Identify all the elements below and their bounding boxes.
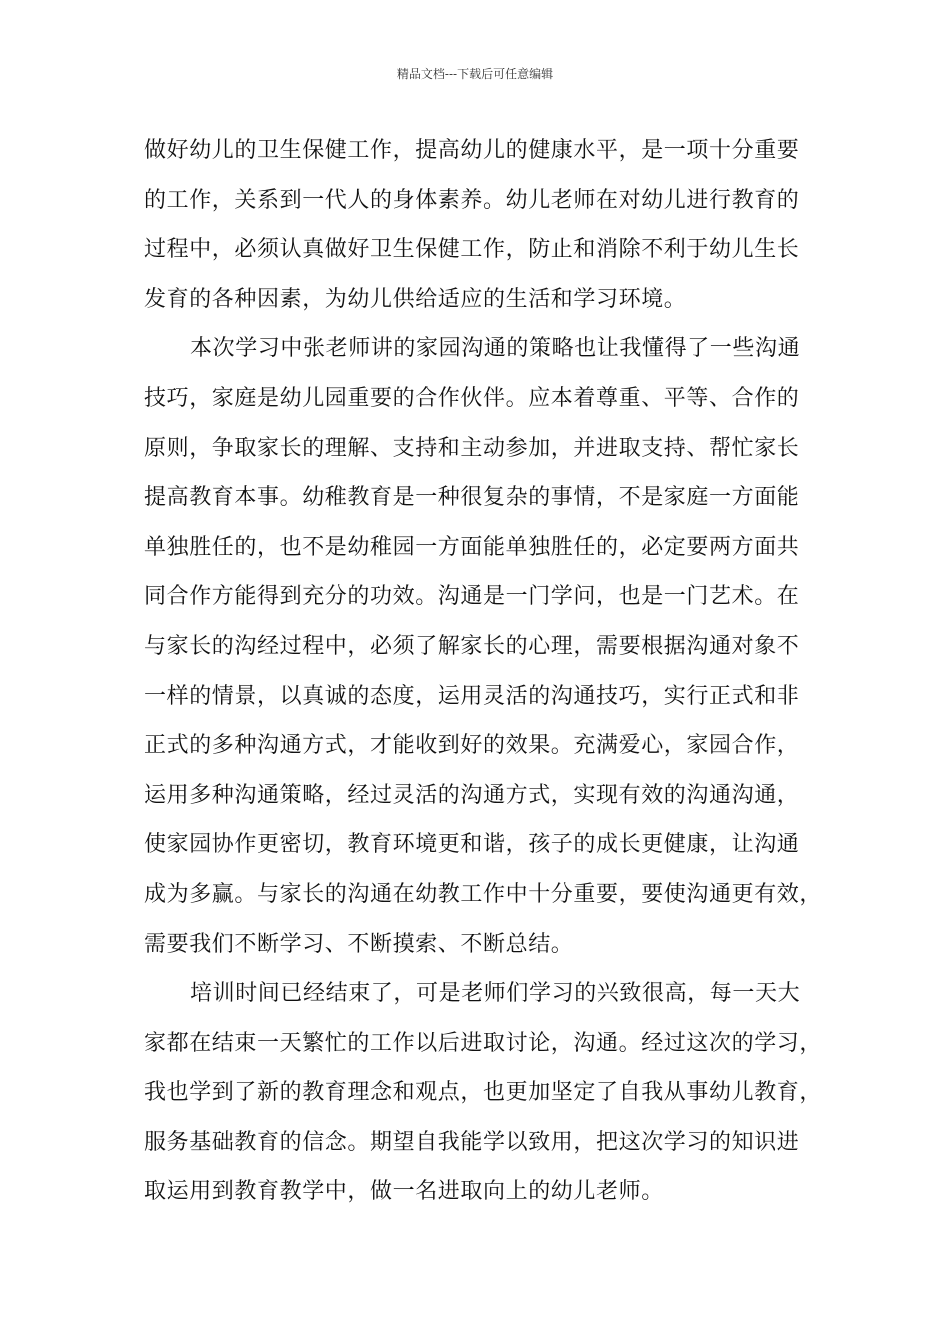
text-line: 与家长的沟经过程中，必须了解家长的心理，需要根据沟通对象不: [144, 633, 800, 659]
paragraph-1: [144, 126, 824, 324]
text-line: 服务基础教育的信念。期望自我能学以致用，把这次学习的知识进: [144, 1129, 800, 1155]
page-header: 精品文档---下载后可任意编辑: [396, 67, 554, 81]
text-line: 运用多种沟通策略，经过灵活的沟通方式，实现有效的沟通沟通，: [144, 782, 800, 808]
text-line: 发育的各种因素，为幼儿供给适应的生活和学习环境。: [144, 286, 687, 312]
paragraph-2: [144, 324, 824, 969]
text-line: 培训时间已经结束了，可是老师们学习的兴致很高，每一天大: [190, 981, 801, 1007]
text-line: 过程中，必须认真做好卫生保健工作，防止和消除不利于幼儿生长: [144, 237, 800, 263]
text-line: 的工作，关系到一代人的身体素养。幼儿老师在对幼儿进行教育的: [144, 187, 800, 213]
text-line: 本次学习中张老师讲的家园沟通的策略也让我懂得了一些沟通: [190, 336, 801, 362]
text-line: 同合作方能得到充分的功效。沟通是一门学问，也是一门艺术。在: [144, 584, 800, 610]
paragraph-3: [144, 969, 824, 1217]
text-line: 使家园协作更密切，教育环境更和谐，孩子的成长更健康，让沟通: [144, 832, 800, 858]
text-line: 取运用到教育教学中，做一名进取向上的幼儿老师。: [144, 1179, 664, 1205]
text-line: 我也学到了新的教育理念和观点，也更加坚定了自我从事幼儿教育，: [144, 1080, 823, 1106]
text-line: 正式的多种沟通方式，才能收到好的效果。充满爱心，家园合作，: [144, 733, 800, 759]
text-line: 单独胜任的，也不是幼稚园一方面能单独胜任的，必定要两方面共: [144, 534, 800, 560]
text-line: 原则，争取家长的理解、支持和主动参加，并进取支持、帮忙家长: [144, 435, 800, 461]
text-line: 提高教育本事。幼稚教育是一种很复杂的事情，不是家庭一方面能: [144, 485, 800, 511]
text-line: 需要我们不断学习、不断摸索、不断总结。: [144, 931, 574, 957]
text-line: 一样的情景，以真诚的态度，运用灵活的沟通技巧，实行正式和非: [144, 683, 800, 709]
document-body: [144, 126, 824, 1217]
text-line: 技巧，家庭是幼儿园重要的合作伙伴。应本着尊重、平等、合作的: [144, 385, 800, 411]
text-line: 家都在结束一天繁忙的工作以后进取讨论，沟通。经过这次的学习，: [144, 1030, 823, 1056]
text-line: 成为多赢。与家长的沟通在幼教工作中十分重要，要使沟通更有效，: [144, 881, 823, 907]
text-line: 做好幼儿的卫生保健工作，提高幼儿的健康水平，是一项十分重要: [144, 138, 800, 163]
